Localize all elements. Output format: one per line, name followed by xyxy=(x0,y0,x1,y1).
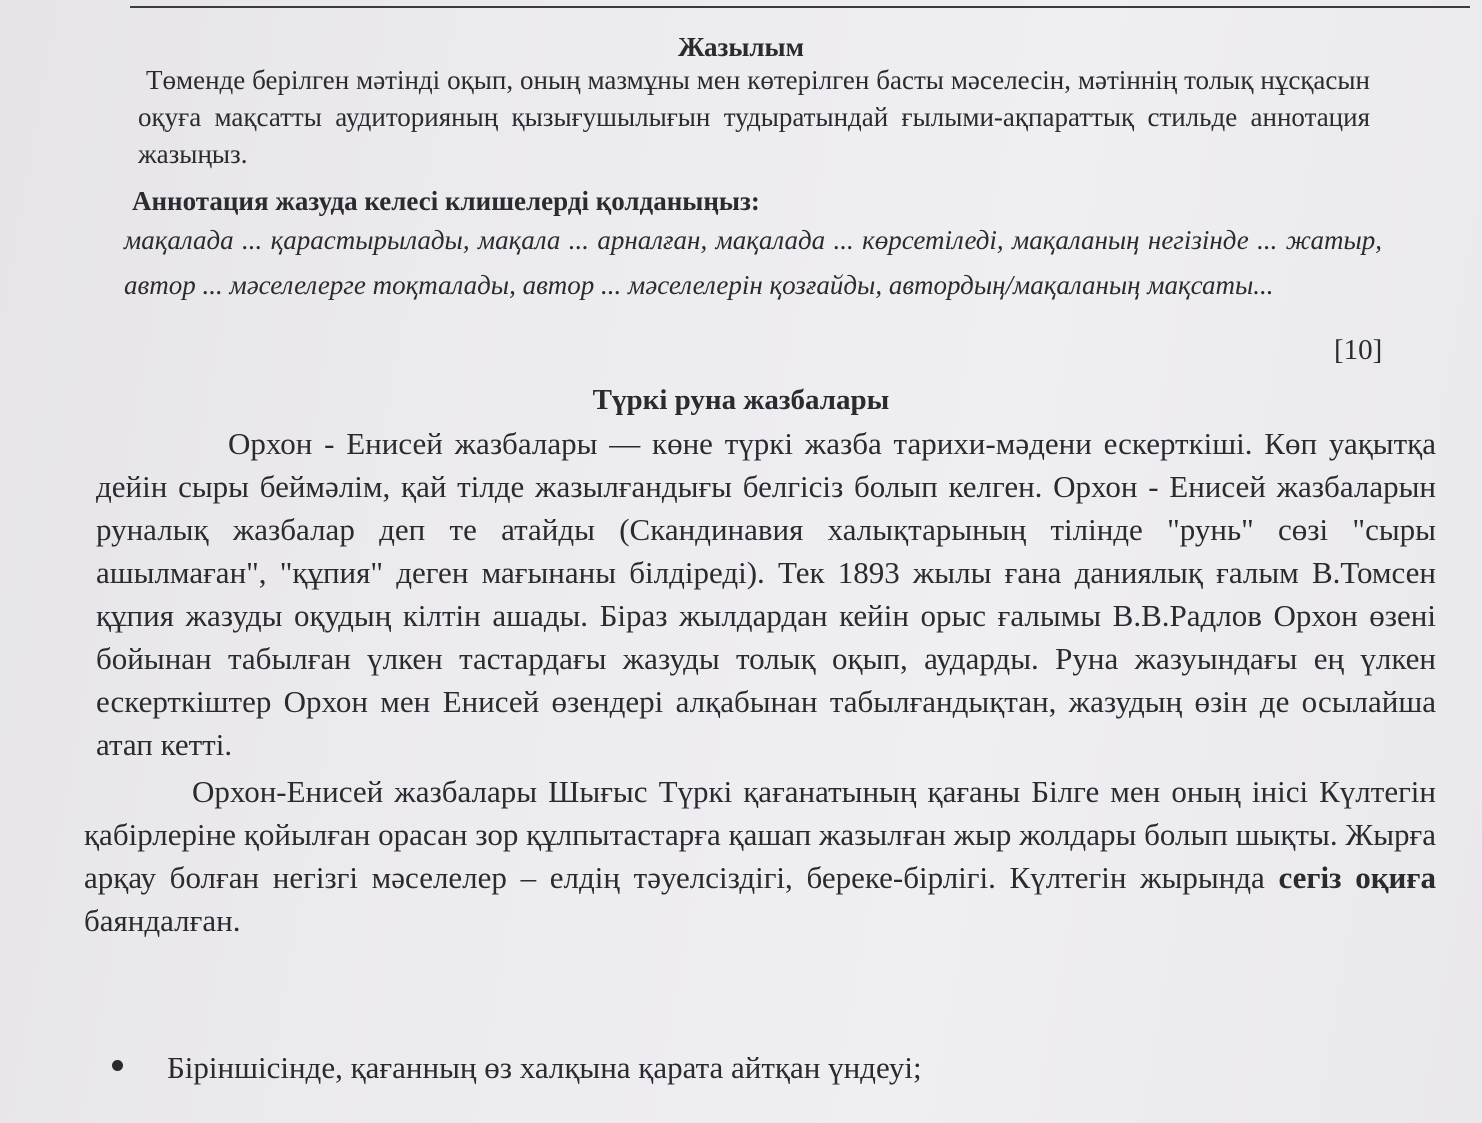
section-title: Жазылым xyxy=(677,32,805,62)
points-marker: [10] xyxy=(1334,334,1383,366)
paragraph-2-start: Орхон-Енисей жазбалары Шығыс Түркі қағанатының қағаны Білге мен оның інісі Күлтегін қабірлеріне қойылған орасан зор құлпытастарға қашап жазылған жыр жолдары болып шықты. Жырға арқау болған негізгі мәселелер – елдің тәуелсіздігі, береке-бірлігі. Күлтегін жырында xyxy=(84,774,1436,895)
paragraph-2 xyxy=(84,770,1436,942)
text-title: Түркі руна жазбалары xyxy=(592,384,890,416)
bullet-text: Біріншісінде, қағанның өз халқына қарата айтқан үндеуі; xyxy=(167,1050,922,1085)
task-instructions xyxy=(138,62,1370,173)
bullet-dot-icon xyxy=(112,1060,123,1071)
top-border-line xyxy=(130,0,1470,8)
cliche-list: мақалада ... қарастырылады, мақала ... арналған, мақалада ... көрсетіледі, мақаланың негізінде ... жатыр, автор ... мәселелерге тоқталады, автор ... мәселелерін қозғайды, автордың/мақаланың мақсаты... xyxy=(124,225,1382,300)
bullet-item xyxy=(112,1050,922,1086)
paragraph-2-bold: сегіз оқиға xyxy=(1278,860,1436,895)
task-text: Төменде берілген мәтінді оқып, оның мазмұны мен көтерілген басты мәселесін, мәтіннің толық нұсқасын оқуға мақсатты аудиторияның қызығушылығын тудыратындай ғылыми-ақпараттық стильде аннотация жазыңыз. xyxy=(138,65,1370,169)
cliche-heading: Аннотация жазуда келесі клишелерді қолданыңыз: xyxy=(132,186,760,216)
reading-text xyxy=(84,422,1436,942)
paragraph-1: Орхон - Енисей жазбалары — көне түркі жазба тарихи-мәдени ескерткіші. Көп уақытқа дейін сыры беймәлім, қай тілде жазылғандығы белгісіз болып келген. Орхон - Енисей жазбаларын руналық жазбалар деп те атайды (Скандинавия халықтарының тілінде "рунь" сөзі "сыры ашылмаған", "құпия" деген мағынаны білдіреді). Тек 1893 жылы ғана даниялық ғалым В.Томсен құпия жазуды оқудың кілтін ашады. Біраз жылдардан кейін орыс ғалымы В.В.Радлов Орхон өзені бойынан табылған үлкен тастардағы жазуды толық оқып, аударды. Руна жазуындағы ең үлкен ескерткіштер Орхон мен Енисей өзендері алқабынан табылғандықтан, жазудың өзін де осылайша атап кетті. xyxy=(96,426,1436,762)
paragraph-2-end: баяндалған. xyxy=(84,903,241,938)
